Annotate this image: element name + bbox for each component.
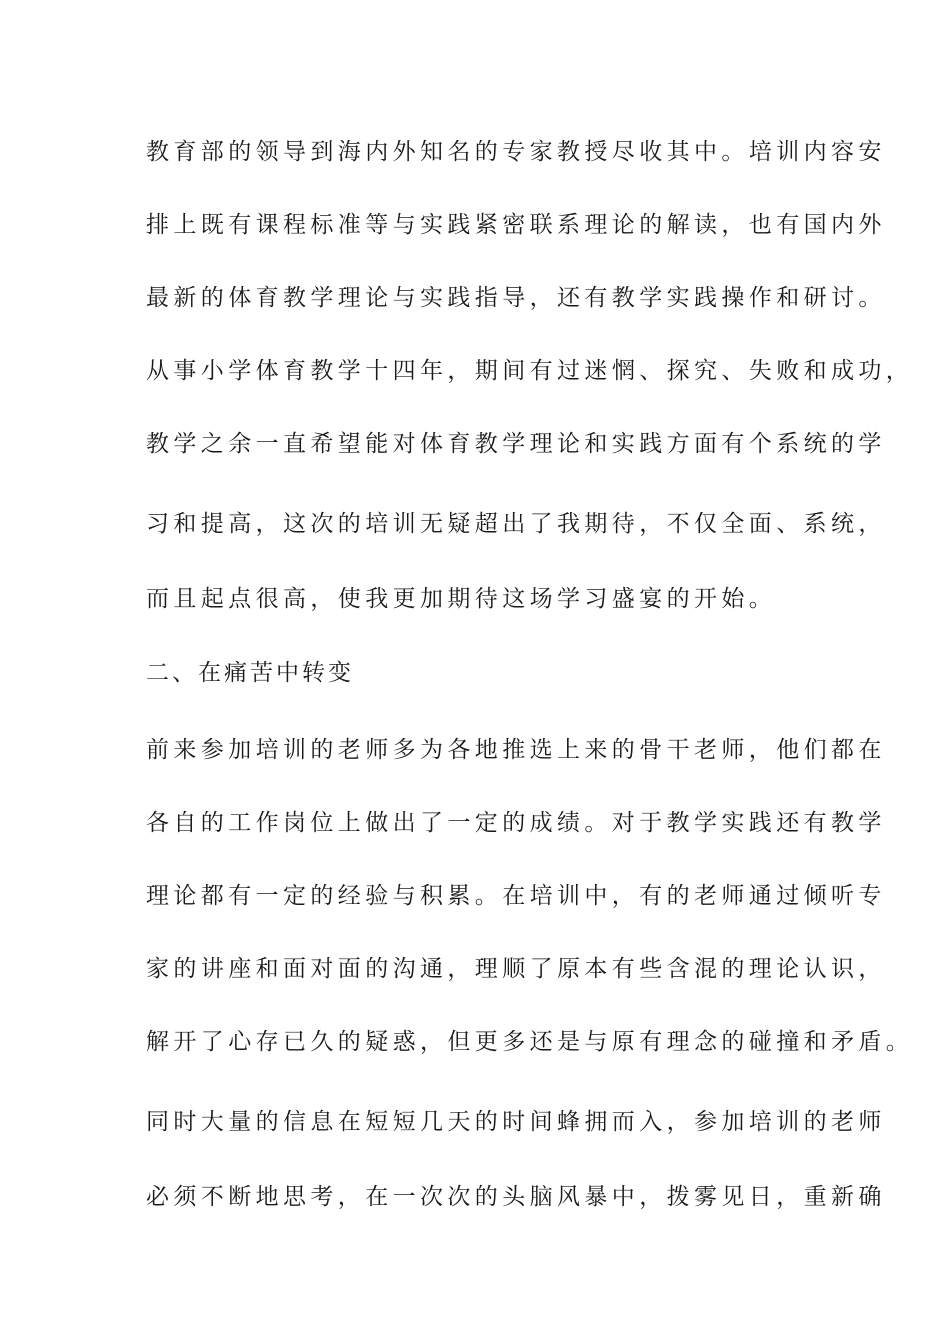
paragraph-line: 从事小学体育教学十四年，期间有过迷惘、探究、失败和成功， (146, 358, 914, 384)
paragraph-line: 必须不断地思考，在一次次的头脑风暴中，拨雾见日，重新确 (146, 1184, 886, 1210)
paragraph-line: 理论都有一定的经验与积累。在培训中，有的老师通过倾听专 (146, 883, 886, 909)
section-heading: 二、在痛苦中转变 (146, 660, 354, 686)
paragraph-line: 而且起点很高，使我更加期待这场学习盛宴的开始。 (146, 586, 777, 612)
paragraph-line: 家的讲座和面对面的沟通，理顺了原本有些含混的理论认识， (146, 956, 886, 982)
paragraph-line: 教育部的领导到海内外知名的专家教授尽收其中。培训内容安 (146, 139, 886, 165)
paragraph-line: 排上既有课程标准等与实践紧密联系理论的解读，也有国内外 (146, 212, 886, 238)
paragraph-line: 前来参加培训的老师多为各地推选上来的骨干老师，他们都在 (146, 737, 886, 763)
paragraph-line: 习和提高，这次的培训无疑超出了我期待，不仅全面、系统， (146, 511, 886, 537)
paragraph-line: 各自的工作岗位上做出了一定的成绩。对于教学实践还有教学 (146, 810, 886, 836)
paragraph-line: 同时大量的信息在短短几天的时间蜂拥而入，参加培训的老师 (146, 1109, 886, 1135)
paragraph-line: 解开了心存已久的疑惑，但更多还是与原有理念的碰撞和矛盾。 (146, 1029, 914, 1055)
paragraph-line: 最新的体育教学理论与实践指导，还有教学实践操作和研讨。 (146, 285, 886, 311)
paragraph-line: 教学之余一直希望能对体育教学理论和实践方面有个系统的学 (146, 431, 886, 457)
